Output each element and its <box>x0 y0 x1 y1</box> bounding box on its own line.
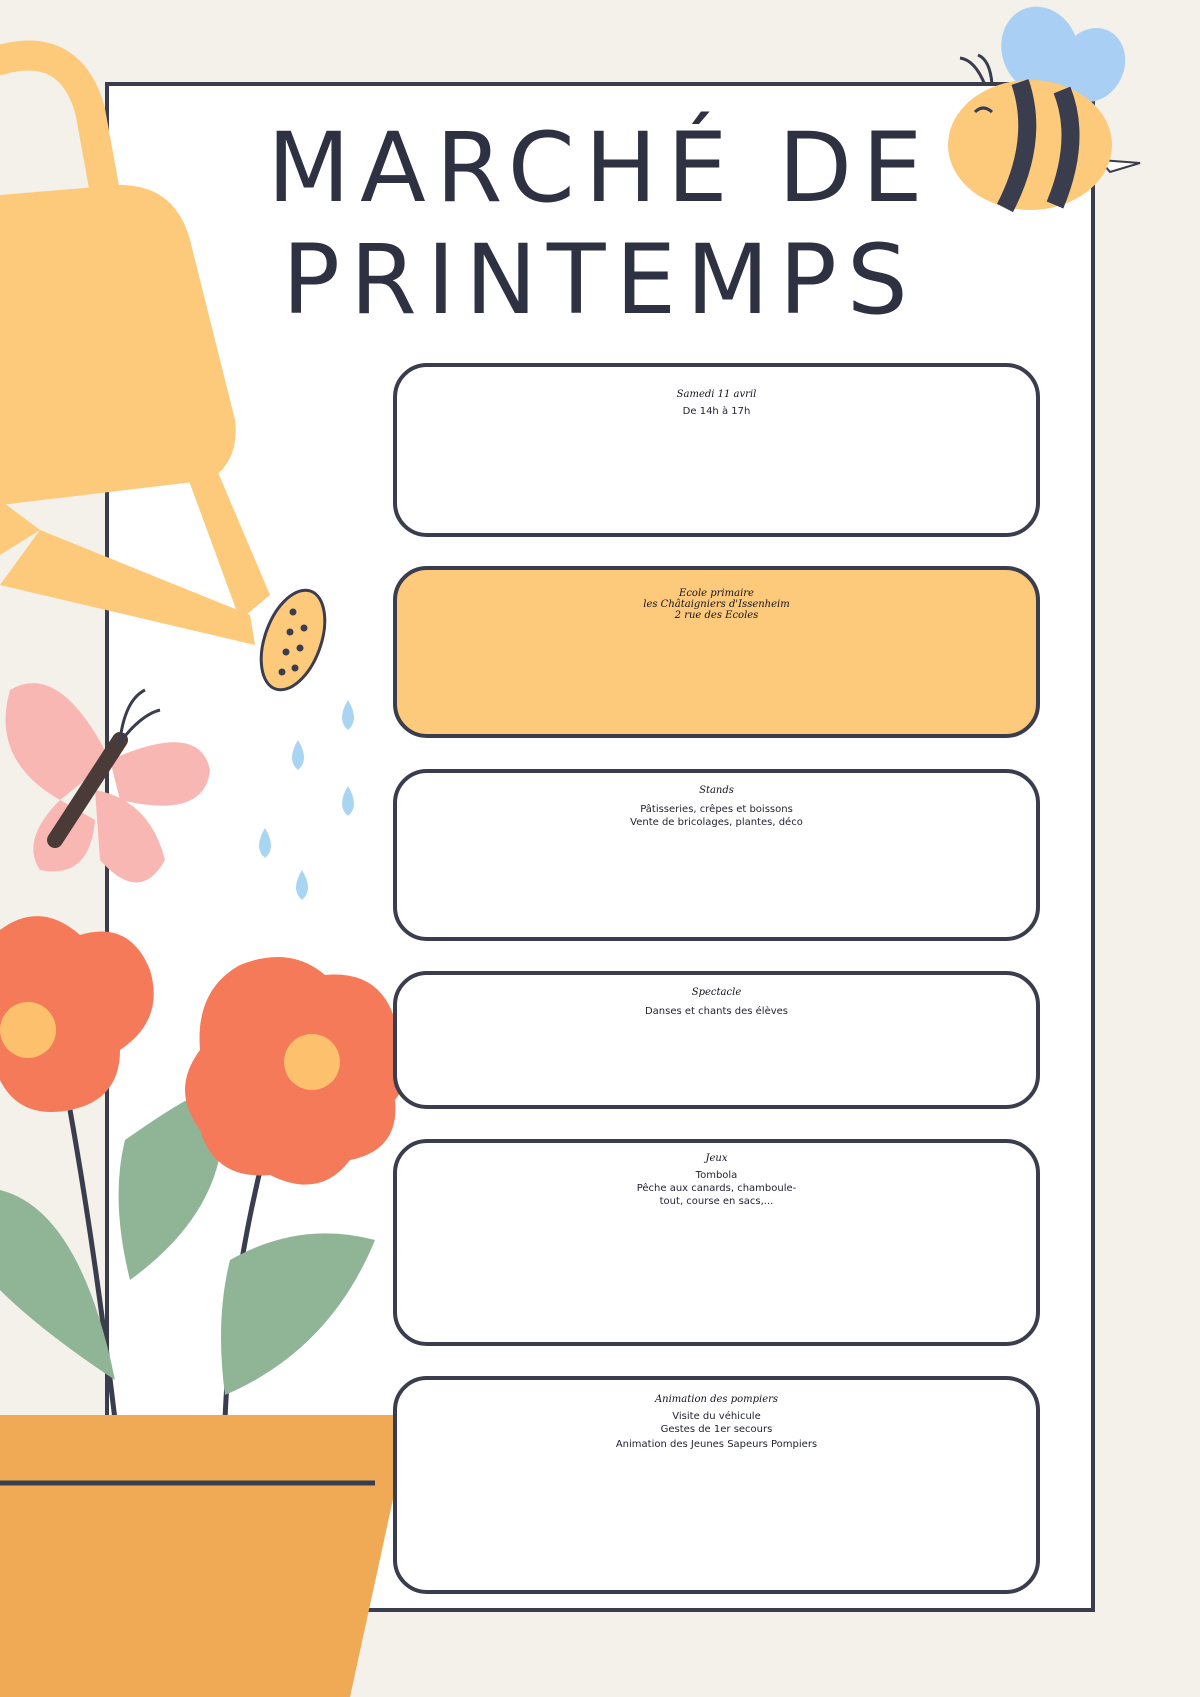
location-line-3: 2 rue des Ecoles <box>674 610 759 621</box>
page-title-line1: MARCHÉ DE <box>267 112 933 224</box>
jeux-box <box>393 1139 1040 1346</box>
location-box <box>393 566 1040 738</box>
event-hours: De 14h à 17h <box>682 406 751 417</box>
pompiers-heading: Animation des pompiers <box>654 1394 779 1405</box>
date-box <box>393 363 1040 537</box>
location-line-2: les Châtaigniers d'Issenheim <box>643 599 790 610</box>
pompiers-box <box>393 1376 1040 1594</box>
pompiers-line-1: Visite du véhicule <box>672 1411 761 1422</box>
jeux-line-3: tout, course en sacs,... <box>659 1196 774 1207</box>
page-title-line2: PRINTEMPS <box>282 224 918 336</box>
event-date: Samedi 11 avril <box>676 389 757 400</box>
spectacle-box <box>393 971 1040 1109</box>
stands-heading: Stands <box>699 785 734 796</box>
jeux-line-1: Tombola <box>695 1170 738 1181</box>
stands-line-2: Vente de bricolages, plantes, déco <box>630 817 803 828</box>
jeux-heading: Jeux <box>705 1153 728 1164</box>
stands-line-1: Pâtisseries, crêpes et boissons <box>640 804 793 815</box>
pompiers-line-2: Gestes de 1er secours <box>660 1424 773 1435</box>
spectacle-heading: Spectacle <box>691 987 742 998</box>
pompiers-line-3: Animation des Jeunes Sapeurs Pompiers <box>615 1439 818 1450</box>
spectacle-line-1: Danses et chants des élèves <box>644 1006 789 1017</box>
jeux-line-2: Pêche aux canards, chamboule- <box>636 1183 797 1194</box>
location-line-1: Ecole primaire <box>679 588 754 599</box>
stands-box <box>393 769 1040 941</box>
